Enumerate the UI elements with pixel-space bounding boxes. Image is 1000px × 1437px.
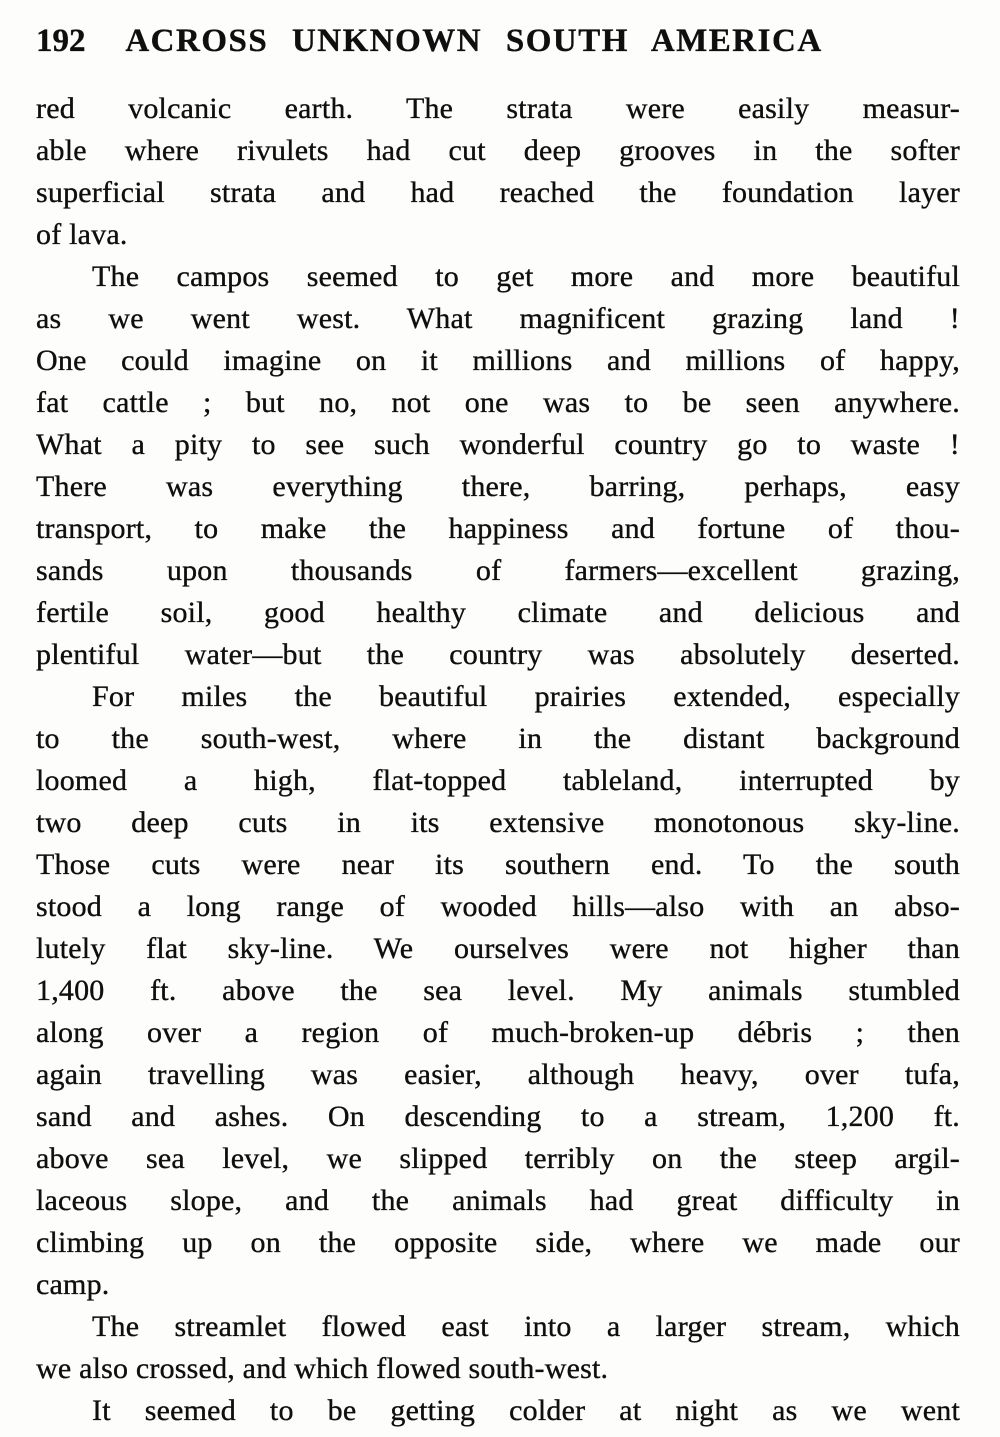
- text-line: What a pity to see such wonderful country go to waste !: [36, 428, 960, 461]
- text-line: sand and ashes. On descending to a stream, 1,200 ft.: [36, 1100, 960, 1133]
- text-line: able where rivulets had cut deep grooves in the softer: [36, 134, 960, 167]
- text-line: For miles the beautiful prairies extended, especially: [92, 680, 960, 713]
- text-line: sands upon thousands of farmers—excellent grazing,: [36, 554, 960, 587]
- page-number: 192: [36, 23, 86, 59]
- text-line: red volcanic earth. The strata were easily measur-: [36, 92, 960, 125]
- text-line: above sea level, we slipped terribly on the steep argil-: [36, 1142, 960, 1175]
- text-line: two deep cuts in its extensive monotonous sky-line.: [36, 806, 960, 839]
- paragraph: [36, 1390, 960, 1432]
- paragraph: [36, 256, 960, 676]
- text-line: again travelling was easier, although heavy, over tufa,: [36, 1058, 960, 1091]
- text-line: as we went west. What magnificent grazing land !: [36, 302, 960, 335]
- text-line: There was everything there, barring, perhaps, easy: [36, 470, 960, 503]
- text-line: fat cattle ; but no, not one was to be seen anywhere.: [36, 386, 960, 419]
- text-line: The streamlet flowed east into a larger stream, which: [92, 1310, 960, 1343]
- text-line: transport, to make the happiness and fortune of thou-: [36, 512, 960, 545]
- text-line: lutely flat sky-line. We ourselves were not higher than: [36, 932, 960, 965]
- text-line: loomed a high, flat-topped tableland, interrupted by: [36, 764, 960, 797]
- text-line: superficial strata and had reached the foundation layer: [36, 176, 960, 209]
- text-line: fertile soil, good healthy climate and delicious and: [36, 596, 960, 629]
- text-line: One could imagine on it millions and millions of happy,: [36, 344, 960, 377]
- paragraph: [36, 1306, 960, 1390]
- text-line: The campos seemed to get more and more beautiful: [92, 260, 960, 293]
- paragraph: [36, 676, 960, 1306]
- text-line: we also crossed, and which flowed south-west.: [36, 1352, 609, 1385]
- running-head: [36, 22, 960, 60]
- text-line: It seemed to be getting colder at night as we went: [92, 1394, 960, 1427]
- text-line: stood a long range of wooded hills—also with an abso-: [36, 890, 960, 923]
- text-line: 1,400 ft. above the sea level. My animals stumbled: [36, 974, 960, 1007]
- text-line: camp.: [36, 1268, 110, 1301]
- text-line: climbing up on the opposite side, where we made our: [36, 1226, 960, 1259]
- text-line: along over a region of much-broken-up débris ; then: [36, 1016, 960, 1049]
- page-title: ACROSS UNKNOWN SOUTH AMERICA: [125, 23, 823, 59]
- paragraph: [36, 88, 960, 256]
- text-line: of lava.: [36, 218, 128, 251]
- page-body: [36, 88, 960, 1432]
- text-line: to the south-west, where in the distant background: [36, 722, 960, 755]
- text-line: plentiful water—but the country was absolutely deserted.: [36, 638, 960, 671]
- text-line: Those cuts were near its southern end. To the south: [36, 848, 960, 881]
- text-line: laceous slope, and the animals had great difficulty in: [36, 1184, 960, 1217]
